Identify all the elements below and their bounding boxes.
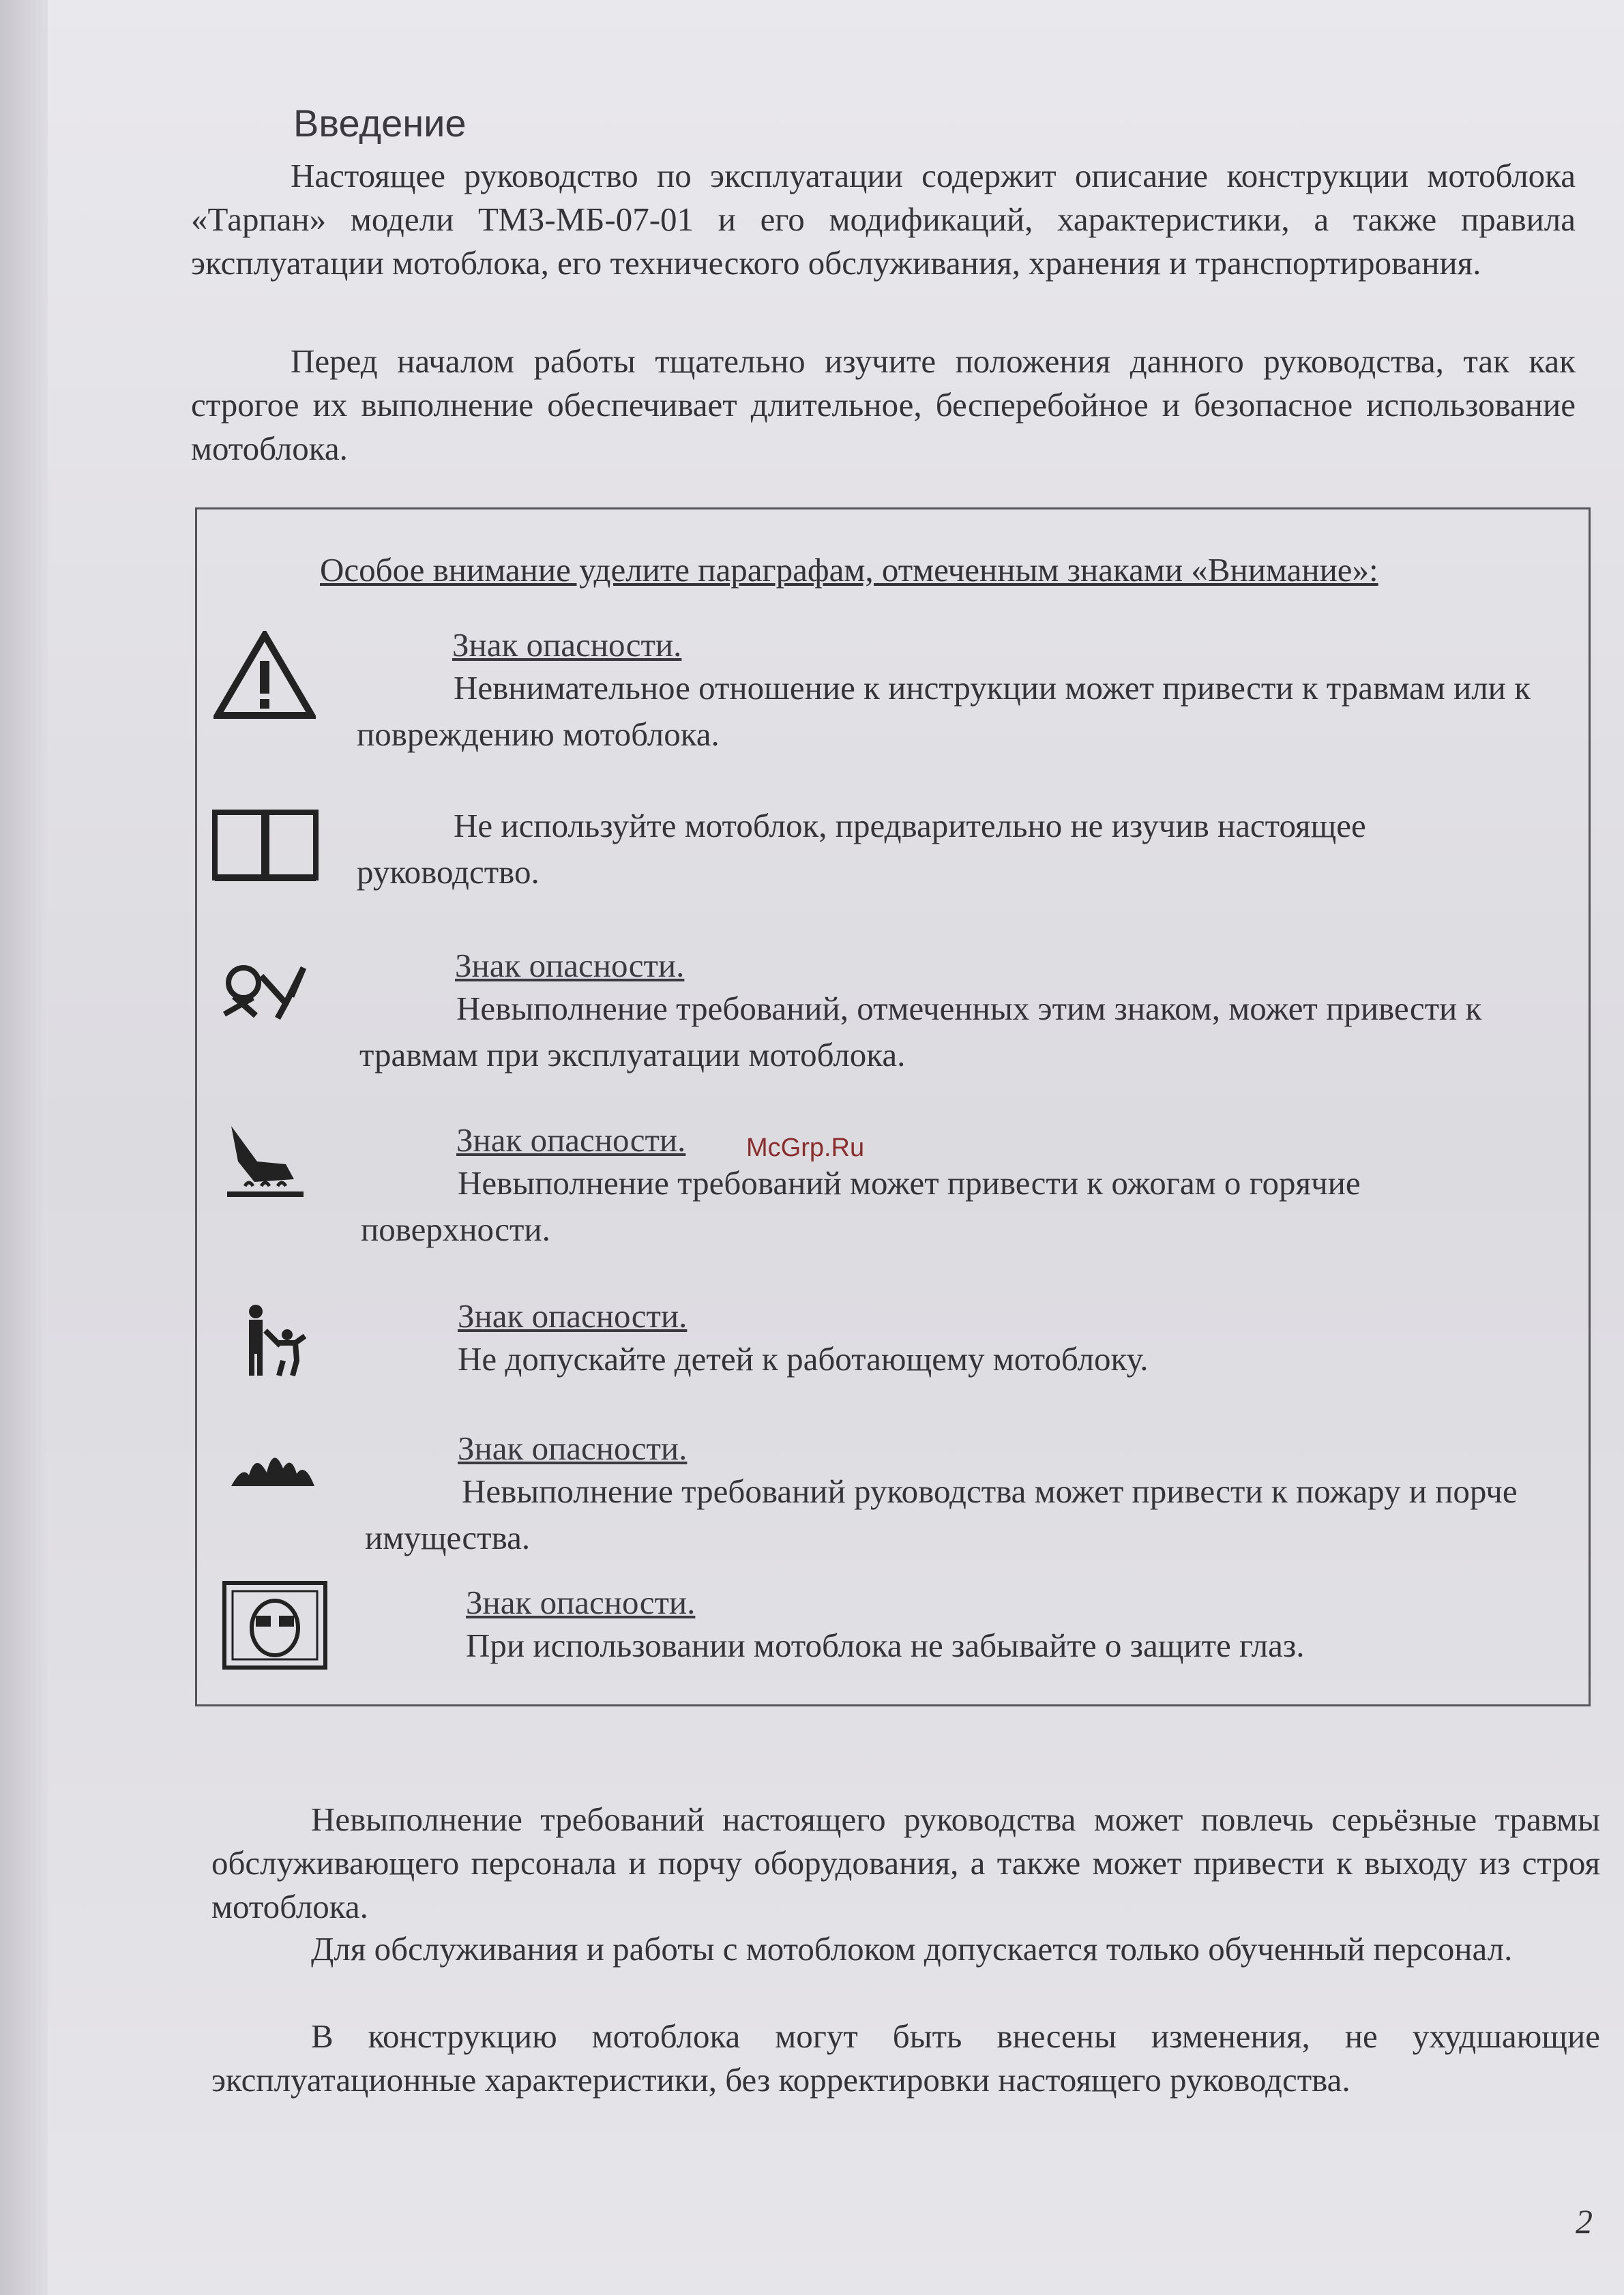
fire-hazard-icon (228, 1438, 317, 1493)
intro-paragraph-1: Настоящее руководство по эксплуатации содержит описание конструкции мотоблока «Тарпан» модели ТМЗ-МБ-07-01 и его модификаций, характеристики, а также правила эксплуатации мотоблока, его технического обслуживания, хранения и транспортирования. (191, 157, 1576, 282)
warning-entry-title: Знак опасности. (456, 1121, 686, 1159)
warning-entry-text: Невыполнение требований, отмеченных этим знаком, может привести к травмам при эксплуатации мотоблока. (359, 990, 1482, 1074)
warning-entry-title: Знак опасности. (458, 1297, 688, 1335)
outro-paragraph-3: В конструкцию мотоблока могут быть внесены изменения, не ухудшающие эксплуатационные характеристики, без корректировки настоящего руководства. (211, 2017, 1600, 2099)
warning-entry-text: Невыполнение требований может привести к ожогам о горячие поверхности. (361, 1164, 1361, 1248)
outro-paragraph-1: Невыполнение требований настоящего руководства может повлечь серьёзные травмы обслуживающего персонала и порчу оборудования, а также может привести к выходу из строя мотоблока. (211, 1801, 1600, 1925)
warning-entry-text: При использовании мотоблока не забывайте о защите глаз. (466, 1627, 1305, 1664)
site-watermark: McGrp.Ru (746, 1134, 865, 1162)
hot-surface-hand-icon (224, 1121, 306, 1202)
warning-entry-title: Знак опасности. (455, 947, 685, 984)
page-number: 2 (1576, 2202, 1593, 2240)
warning-entry-text: Невнимательное отношение к инструкции может привести к травмам или к повреждению мотоблока. (357, 669, 1531, 753)
warning-triangle-icon (213, 631, 316, 720)
warning-entry-text: Не допускайте детей к работающему мотоблоку. (458, 1340, 1149, 1378)
warning-signs-box (195, 507, 1591, 1706)
warning-entry-text: Не используйте мотоблок, предварительно не изучив настоящее руководство. (357, 807, 1366, 891)
book-icon (211, 803, 320, 885)
keep-children-away-icon (238, 1303, 306, 1378)
rotating-blade-hazard-icon (220, 956, 309, 1024)
warning-entry-title: Знак опасности. (466, 1584, 696, 1621)
section-title: Введение (293, 102, 467, 145)
intro-paragraph-2: Перед началом работы тщательно изучите положения данного руководства, так как строгое их выполнение обеспечивает длительное, бесперебойное и безопасное использование мотоблока. (191, 342, 1576, 467)
warning-box-header: Особое внимание уделите параграфам, отмеченным знаками «Внимание»: (320, 551, 1378, 589)
eye-protection-icon (222, 1580, 328, 1670)
warning-entry-title: Знак опасности. (452, 626, 682, 664)
warning-entry-title: Знак опасности. (458, 1430, 688, 1467)
outro-paragraph-2: Для обслуживания и работы с мотоблоком допускается только обученный персонал. (311, 1930, 1513, 1968)
page-left-edge (0, 0, 48, 2295)
warning-entry-text: Невыполнение требований руководства может привести к пожару и порче имущества. (365, 1472, 1518, 1556)
